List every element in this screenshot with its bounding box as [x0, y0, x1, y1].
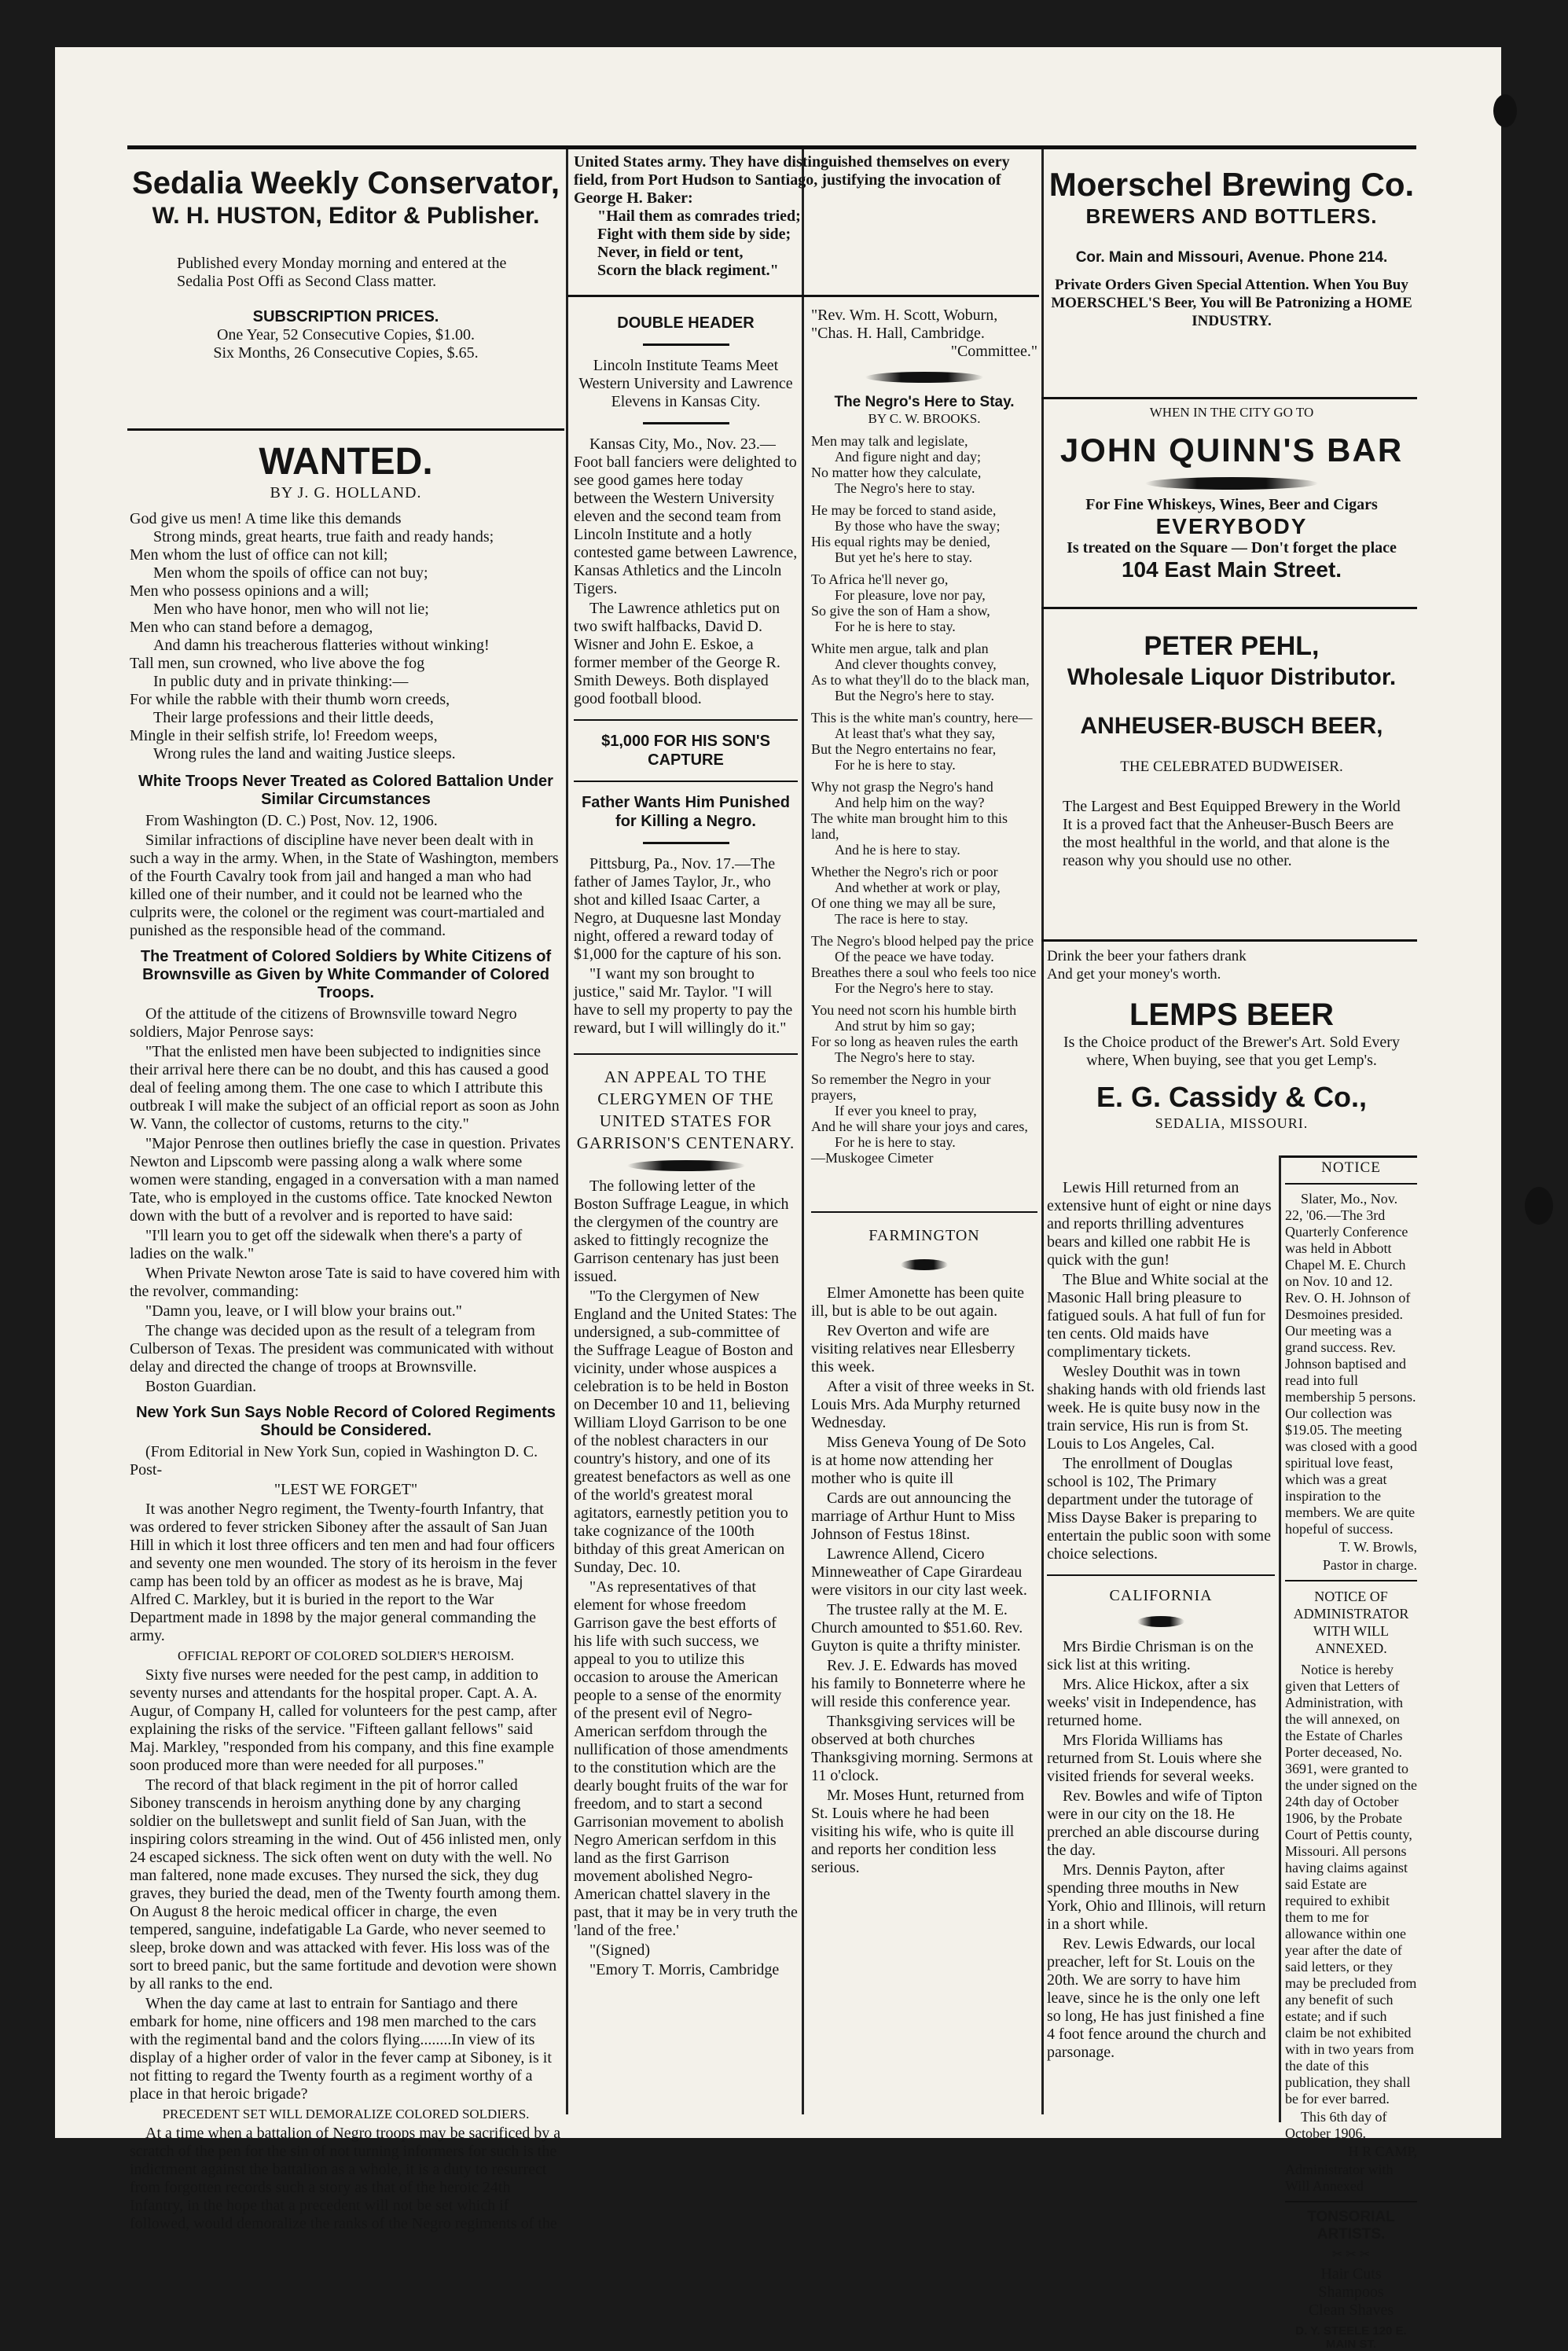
tonsorial-head: TONSORIAL ARTISTS.	[1307, 2209, 1395, 2243]
poem-line: And help him on the way?	[835, 795, 985, 810]
paragraph: Sixty five nurses were needed for the pest camp, in addition to seventy nurses and attendants for the hospital proper. Capt. A. A. Augur, of Company H, called for volunteers for the pest camp, after explaining the risks of the service. "Fifteen gallant fellows" said Maj. Markley, "responded from his company, and this fine example soon produced more than were needed for all purposes."	[130, 1666, 557, 1774]
column-rule-1	[566, 149, 568, 2114]
poem-line: But the Negro's here to stay.	[835, 688, 995, 703]
ny-sun-head: New York Sun Says Noble Record of Colored Regiments Should be Considered.	[136, 1404, 556, 1439]
wanted-title: WANTED.	[259, 441, 433, 483]
paragraph: The Lawrence athletics put on two swift halfbacks, David D. Wisner and John E. Eskoe, a former member of the George R. Smith Deweys. Both displayed good football blood.	[574, 600, 780, 707]
paragraph: "I'll learn you to get off the sidewalk when there's a party of ladies on the walk."	[130, 1227, 523, 1262]
quinn-rule	[1041, 607, 1417, 609]
pehl-name: PETER PEHL,	[1144, 631, 1320, 661]
signature: Pastor in charge.	[1322, 1557, 1417, 1573]
paragraph: When the day came at last to entrain for Santiago and there embark for home, nine officers and 198 men marched to the cars with the regimental band and the colors flying........In view of its display of a higher order of valor in the fever camp at Siboney, is it not fitting to regard the Twenty fourth as a regiment worthy of a place in that heroic brigade?	[130, 1995, 552, 2103]
paragraph: Lewis Hill returned from an extensive hunt of eight or nine days and reports thrilling adventures bears and killed one rabbit He is quick with the gun!	[1047, 1179, 1272, 1269]
ink-blot	[1493, 94, 1517, 127]
verse-line: Never, in field or tent,	[597, 244, 744, 261]
moerschel-name: Moerschel Brewing Co.	[1048, 166, 1415, 203]
paragraph: "I want my son brought to justice," said Mr. Taylor. "I will have to sell my property to pay the reward, but I will willingly do it."	[574, 965, 793, 1037]
ink-blot	[1525, 1187, 1553, 1225]
paragraph: (From Editorial in New York Sun, copied in Washington D. C. Post-	[130, 1443, 538, 1479]
ornament	[865, 372, 983, 383]
paragraph: Notice is hereby given that Letters of Administration, with the will annexed, on the Estate of Charles Porter deceased, No. 3691, were granted to the under signed on the 24th day of October 1906, by the Probate Court of Pettis county, Missouri. All persons having claims against said Estate are required to exhibit them to me for allowance within one year after the date of said letters, or they may be precluded from any benefit of such estate; and if such claim be not exhibited with in two years from the date of this publication, they shall be for ever barred.	[1285, 1662, 1417, 2107]
quinn-pre: WHEN IN THE CITY GO TO	[1149, 405, 1314, 420]
paragraph: "Damn you, leave, or I will blow your brains out."	[145, 1302, 462, 1320]
quinn-line-1: For Fine Whiskeys, Wines, Beer and Cigars	[1085, 496, 1378, 513]
subheading: OFFICIAL REPORT OF COLORED SOLDIER'S HEROISM.	[177, 1648, 515, 1663]
poem-line: Men whom the spoils of office can not buy;	[153, 564, 428, 582]
quinn-line-3: Is treated on the Square — Don't forget the place	[1067, 539, 1397, 557]
paragraph: When Private Newton arose Tate is said to have covered him with the revolver, commanding:	[130, 1265, 560, 1300]
paragraph: Of the attitude of the citizens of Brownsville toward Negro soldiers, Major Penrose says:	[130, 1005, 517, 1041]
pehl-rule	[1041, 939, 1417, 942]
poem-line: Of the peace we have today.	[835, 949, 994, 964]
paragraph: Mrs. Alice Hickox, after a six weeks' visit in Independence, has returned home.	[1047, 1676, 1257, 1729]
poem-line: Men may talk and legislate,	[811, 433, 968, 449]
column-rule-3	[1041, 149, 1044, 2114]
paragraph: "As representatives of that element for whose freedom Garrison gave the best efforts of his life with such success, we appeal to you to utilize this occasion to arouse the American people to a sense of the enormity of the present evil of Negro-American serfdom through the nullification of those amendments to the constitution which are the dearly bought fruits of the war for freedom, and to start a second Garrisonian movement to abolish Negro American serfdom in this land as the first Garrison movement abolished Negro-American chattel slavery in the past, that it may be in very truth the 'land of the free.'	[574, 1578, 798, 1939]
wanted-poem	[130, 510, 562, 763]
poem-line: And clever thoughts convey,	[835, 656, 997, 672]
poem-line: And damn his treacherous flatteries without winking!	[153, 637, 490, 654]
poem-line: For he is here to stay.	[835, 619, 956, 634]
poem-line: Why not grasp the Negro's hand	[811, 779, 993, 795]
treatment-text	[130, 1005, 562, 1396]
poem-line: The Negro's here to stay.	[835, 1049, 975, 1065]
paragraph: Wesley Douthit was in town shaking hands with old friends last week. He is quite busy now in the train service, His run is from St. Louis to Los Angeles, Cal.	[1047, 1363, 1266, 1453]
quinn-ad	[1047, 405, 1416, 601]
double-header-sub: Lincoln Institute Teams Meet Western University and Lawrence Elevens in Kansas City.	[578, 357, 793, 410]
farmington-head: FARMINGTON	[868, 1227, 980, 1244]
poem-line: —Muskogee Cimeter	[811, 1150, 934, 1166]
paragraph: Mrs. Dennis Payton, after spending three mouths in New York, Ohio and Illinois, will return in a short while.	[1047, 1861, 1266, 1933]
separator	[643, 422, 729, 424]
poem-line: But yet he's here to stay.	[835, 549, 973, 565]
poem-line: If ever you kneel to pray,	[835, 1103, 977, 1119]
poem-line: Tall men, sun crowned, who live above the fog	[130, 655, 425, 672]
paragraph: This 6th day of October 1906.	[1285, 2109, 1387, 2141]
paragraph: Miss Geneva Young of De Soto is at home now attending her mother who is quite ill	[811, 1434, 1026, 1487]
poem-line: He may be forced to stand aside,	[811, 502, 997, 518]
poem-line: Mingle in their selfish strife, lo! Freedom weeps,	[130, 727, 438, 744]
tonsorial-line-4: D. Y. STEELE 120 E. MAIN ST.	[1295, 2324, 1407, 2351]
column-rule-4	[1279, 1155, 1281, 2122]
paragraph: The change was decided upon as the result of a telegram from Culberson of Texas. The president was communicated with without delay and directed the change of troops at Brownsville.	[130, 1322, 554, 1376]
double-header-text	[574, 435, 798, 708]
cassidy-name: E. G. Cassidy & Co.,	[1096, 1081, 1368, 1113]
paragraph: It was another Negro regiment, the Twenty-fourth Infantry, that was ordered to fever stricken Siboney after the assault of San Juan Hill in which it lost three officers and ten men and had four officers and seventy one men wounded. The story of its heroism in the fever camp has been told by an officer as modest as he is brave, Maj Alfred C. Markley, but it is buried in the report to the War Department made in 1898 by the major general commanding the army.	[130, 1501, 557, 1644]
newspaper-page	[55, 47, 1501, 2351]
california-head: CALIFORNIA	[1109, 1587, 1213, 1604]
section-rule	[574, 781, 798, 782]
tonsorial-line-2: Shampoos	[1318, 2283, 1384, 2301]
treatment-head: The Treatment of Colored Soldiers by White Citizens of Brownsville as Given by White Commander of Colored Troops.	[140, 948, 552, 1001]
paragraph: "To the Clergymen of New England and the United States: The undersigned, a sub-committee of the Suffrage League of Boston and vicinity, under whose auspices a celebration is to be held in Boston on December 10 and 11, believing William Lloyd Garrison to be one of the noblest characters in our country's history, and one of its greatest benefactors as well as one of the world's greatest moral agitators, earnestly petition you to take cognizance of the 100th bithday of this great American on Sunday, Dec. 10.	[574, 1288, 797, 1576]
poem-line: The race is here to stay.	[835, 911, 968, 927]
poem-line: For he is here to stay.	[835, 1134, 956, 1150]
subscription-six-months: Six Months, 26 Consecutive Copies, $.65.	[213, 344, 479, 362]
poem-line: Their large professions and their little deeds,	[153, 709, 434, 726]
section-rule	[1285, 1183, 1417, 1185]
appeal-head: AN APPEAL TO THE CLERGYMEN OF THE UNITED STATES FOR GARRISON'S CENTENARY.	[576, 1067, 795, 1152]
poem-line: At least that's what they say,	[835, 726, 996, 741]
scissors-icon: ✂ ✂ ✂	[1331, 2248, 1371, 2261]
column-3-body	[811, 307, 1037, 1207]
masthead-bottom-rule	[127, 428, 564, 431]
separator	[643, 842, 729, 844]
poem-line: Men who possess opinions and a will;	[130, 582, 369, 600]
quinn-line-2: EVERYBODY	[1155, 514, 1308, 538]
stanza-gap	[811, 703, 1037, 710]
masthead	[130, 157, 562, 428]
cassidy-city: SEDALIA, MISSOURI.	[1155, 1115, 1309, 1131]
col2-top-rule	[567, 295, 1039, 297]
tonsorial-line-3: Clean Shaves	[1308, 2301, 1394, 2319]
poem-line: Wrong rules the land and waiting Justice sleeps.	[153, 745, 456, 762]
poem-line: For pleasure, love nor pay,	[835, 587, 986, 603]
signature: T. W. Browls,	[1338, 1539, 1417, 1555]
double-header-head: DOUBLE HEADER	[617, 314, 755, 332]
paragraph: Mr. Moses Hunt, returned from St. Louis where he had been visiting his wife, who is quite ill and reports her condition less serious.	[811, 1787, 1025, 1876]
poem-line: In public duty and in private thinking:—	[153, 673, 409, 690]
tonsorial-line-1: Hair Cuts	[1320, 2265, 1382, 2283]
lemps-name: LEMPS BEER	[1129, 997, 1335, 1032]
moerschel-sub: BREWERS AND BOTTLERS.	[1085, 204, 1378, 228]
verse-line: "Hail them as comrades tried;	[597, 208, 801, 225]
paragraph: The record of that black regiment in the pit of horror called Siboney transcends in heroism anything done by any charging soldier on the bulletswept and sunlit field of San Juan, with the inspiring colors streaming in the wind. Out of 456 inlisted men, only 24 escaped sickness. The sick often went on duty with the well. No man faltered, none made excuses. They nursed the sick, they dug graves, they buried the dead, men of the Twenty fourth among them. On August 8 the heroic medical officer in charge, the even tempered, sanguine, indefatigable La Garde, who never seemed to sleep, broke down and was attacked with fever. His loss was of the sort to breed panic, but the same fortitude and devotion were shown by all ranks to the end.	[130, 1776, 562, 1993]
paragraph: "Major Penrose then outlines briefly the case in question. Privates Newton and Lipscomb were passing along a walk where some women were standing, engaged in a conversation with a man named Tate, who is employed in the customs office. Tate knocked Newton down with the butt of a revolver and is reported to have said:	[130, 1135, 561, 1225]
stanza-gap	[811, 927, 1037, 933]
farmington-text-continued	[1047, 1179, 1275, 1563]
signature-line: "Chas. H. Hall, Cambridge.	[811, 325, 985, 342]
paragraph: Rev Overton and wife are visiting relatives near Ellesberry this week.	[811, 1322, 1015, 1376]
poem-line: For he is here to stay.	[835, 757, 956, 773]
white-troops-text	[130, 812, 562, 940]
verse-line: Fight with them side by side;	[597, 226, 791, 243]
committee-signatures	[811, 307, 1037, 361]
paragraph: The enrollment of Douglas school is 102, The Primary department under the tutorage of Miss Dayse Baker is preparing to entertain the public soon with some choice selections.	[1047, 1455, 1271, 1563]
stanza-gap	[811, 996, 1037, 1002]
moerschel-ad	[1047, 157, 1416, 393]
lemps-line-1: Drink the beer your fathers drank	[1047, 948, 1247, 964]
paragraph: "That the enlisted men have been subjected to indignities since their arrival here there can be no doubt, and this has caused a good deal of feeling among them. The one case to which I attribute this outbreak I will make the subject of an official report as soon as John W. Vann, the collector of customs, returns to the city."	[130, 1043, 560, 1133]
moerschel-address: Cor. Main and Missouri, Avenue. Phone 214.	[1075, 249, 1388, 266]
paragraph: After a visit of three weeks in St. Louis Mrs. Ada Murphy returned Wednesday.	[811, 1378, 1035, 1431]
ny-sun-text	[130, 1443, 562, 2233]
paragraph: The following letter of the Boston Suffrage League, in which the clergymen of the country are asked to fittingly recognize the Garrison centenary has just been issued.	[574, 1177, 789, 1285]
lemps-ad	[1047, 947, 1416, 1155]
paragraph: Slater, Mo., Nov. 22, '06.—The 3rd Quarterly Conference was held in Abbott Chapel M. E. Church on Nov. 10 and 12. Rev. O. H. Johnson of Desmoines presided. Our meeting was a grand success. Rev. Johnson baptised and read into full membership 5 persons. Our collection was $19.05. The meeting was closed with a good spiritual love feast, which was a great inspiration to the members. We are quite hopeful of success.	[1285, 1191, 1417, 1537]
reward-text	[574, 855, 798, 1038]
poem-line: And he will share your joys and cares,	[811, 1119, 1028, 1134]
farmington-col-b	[1047, 1179, 1275, 2130]
stanza-gap	[811, 565, 1037, 571]
masthead-editor: W. H. HUSTON, Editor & Publisher.	[152, 203, 540, 229]
paragraph: Similar infractions of discipline have never been dealt with in such a way in the army. When, in the State of Washington, members of the Fourth Cavalry took from jail and hanged a man who had killed one of their number, and it could not be learned who the culprits were, the colonel or the regiment was court-martialed and punished as the responsible head of the command.	[130, 832, 559, 939]
white-troops-head: White Troops Never Treated as Colored Battalion Under Similar Circumstances	[138, 773, 553, 808]
stanza-gap	[811, 496, 1037, 502]
signature-line: "Rev. Wm. H. Scott, Woburn,	[811, 307, 998, 324]
column-rule-2	[802, 149, 804, 2114]
column-2-body	[574, 307, 798, 2122]
poem-line: Whether the Negro's rich or poor	[811, 864, 998, 880]
column-1-body	[130, 440, 562, 2232]
section-rule	[1285, 2201, 1417, 2202]
poem-line: Men who can stand before a demagog,	[130, 619, 373, 636]
poem-line: For while the rabble with their thumb worn creeds,	[130, 691, 450, 708]
paragraph: The Blue and White social at the Masonic Hall bring pleasure to fatigued souls. A hat full of fun for ten cents. Old maids have complimentary tickets.	[1047, 1271, 1269, 1361]
col2-top-verse	[574, 208, 1037, 280]
paragraph: "Emory T. Morris, Cambridge	[589, 1961, 780, 1978]
poem-line: For the Negro's here to stay.	[835, 980, 994, 996]
subscription-year: One Year, 52 Consecutive Copies, $1.00.	[216, 326, 476, 343]
col2-top	[574, 153, 1037, 293]
stanza-gap	[811, 773, 1037, 779]
notice-text	[1285, 1191, 1417, 1574]
paragraph: "LEST WE FORGET"	[274, 1481, 418, 1498]
lemps-line-2: And get your money's worth.	[1047, 966, 1221, 983]
signature: Administrator with Will Annexed	[1285, 2162, 1394, 2194]
paragraph: Rev. J. E. Edwards has moved his family to Bonneterre where he will reside this conference year.	[811, 1657, 1026, 1710]
paragraph: Thanksgiving services will be observed at both churches Thanksgiving morning. Sermons at 11 o'clock.	[811, 1713, 1034, 1784]
paragraph: Rev. Lewis Edwards, our local preacher, left for St. Louis on the 20th. We are sorry to have him leave, since he is the only one left so long, He has just finished a fine 4 foot fence around the church and parsonage.	[1047, 1935, 1266, 2061]
poem-line: As to what they'll do to the black man,	[811, 672, 1030, 688]
poem-line: So give the son of Ham a show,	[811, 603, 990, 619]
paragraph: Boston Guardian.	[145, 1378, 257, 1395]
california-text	[1047, 1638, 1275, 2062]
poem-line: The Negro's blood helped pay the price	[811, 933, 1034, 949]
farmington-col-a	[811, 1207, 1037, 2126]
poem-line: Strong minds, great hearts, true faith and ready hands;	[153, 528, 494, 546]
admin-head: NOTICE OF ADMINISTRATOR WITH WILL ANNEXED.	[1293, 1589, 1409, 1656]
stanza-gap	[811, 858, 1037, 864]
col2-top-text: United States army. They have distinguished themselves on every field, from Port Hudson to Santiago, justifying the invocation of George H. Baker:	[574, 153, 1010, 207]
signature-line: "Committee."	[950, 343, 1037, 360]
pehl-sub: Wholesale Liquor Distributor.	[1067, 664, 1397, 690]
masthead-published: Published every Monday morning and entered at the Sedalia Post Offi as Second Class matter.	[177, 255, 507, 290]
budweiser-line: THE CELEBRATED BUDWEISER.	[1120, 759, 1343, 775]
signature: H R CAMP,	[1348, 2143, 1417, 2159]
anheuser-busch-name: ANHEUSER-BUSCH BEER,	[1080, 713, 1383, 739]
lemps-line-3: Is the Choice product of the Brewer's Art. Sold Every where, When buying, see that you get Lemp's.	[1063, 1034, 1400, 1069]
paragraph: Lawrence Allend, Cicero Minneweather of Cape Girardeau were visitors in our city last week.	[811, 1545, 1027, 1599]
ornament	[1137, 1616, 1184, 1627]
paragraph: Mrs Florida Williams has returned from St. Louis where she visited friends for several weeks.	[1047, 1732, 1262, 1785]
poem-line: White men argue, talk and plan	[811, 641, 989, 656]
pehl-ad	[1047, 617, 1416, 935]
quinn-line-4: 104 East Main Street.	[1121, 557, 1342, 582]
paragraph: Kansas City, Mo., Nov. 23.—Foot ball fanciers were delighted to see good games here today between the Western University eleven and the second team from Lincoln Institute and a hotly contested game between Lawrence, Kansas Athletics and the Lincoln Tigers.	[574, 435, 798, 597]
separator	[643, 343, 729, 346]
poem-line: To Africa he'll never go,	[811, 571, 949, 587]
poem-line: You need not scorn his humble birth	[811, 1002, 1017, 1018]
admin-text	[1285, 1662, 1417, 2195]
wanted-byline: BY J. G. HOLLAND.	[270, 484, 422, 501]
masthead-title: Sedalia Weekly Conservator,	[132, 166, 560, 200]
poem-line: And whether at work or play,	[835, 880, 1001, 895]
quinn-name: JOHN QUINN'S BAR	[1059, 432, 1404, 468]
section-rule	[574, 719, 798, 721]
poem-line: The white man brought him to this land,	[811, 810, 1008, 842]
stanza-gap	[811, 634, 1037, 641]
paragraph: At a time when a battalion of Negro troops may be sacrificed by a scratch of the pen for the sin of not turning informers for such is the indictment against the battalion as a whole, it is a duty to resurrect from forgotten records such a story as that of the heroic 24th Infantry, in the hope that a precedent will not be set which if followed, would demoralize the ranks of the Negro regiments of the	[130, 2125, 561, 2232]
appeal-text	[574, 1177, 798, 1979]
section-rule	[1285, 1580, 1417, 1581]
poem-line: Men whom the lust of office can not kill;	[130, 546, 388, 564]
paragraph: "(Signed)	[589, 1941, 651, 1959]
poem-line: But the Negro entertains no fear,	[811, 741, 997, 757]
negro-here-byline: BY C. W. BROOKS.	[868, 411, 981, 426]
subheading: PRECEDENT SET WILL DEMORALIZE COLORED SOLDIERS.	[162, 2107, 530, 2121]
poem-line: By those who have the sway;	[835, 518, 1001, 534]
moerschel-note: Private Orders Given Special Attention. When You Buy MOERSCHEL'S Beer, You will Be Patronizing a HOME INDUSTRY.	[1051, 277, 1412, 329]
paragraph: The trustee rally at the M. E. Church amounted to $51.60. Rev. Guyton is quite a thrifty minister.	[811, 1601, 1023, 1655]
paragraph: Elmer Amonette has been quite ill, but is able to be out again.	[811, 1284, 1025, 1320]
notice-rule	[1281, 1155, 1417, 1158]
section-rule	[574, 1053, 798, 1055]
moerschel-rule	[1041, 397, 1417, 399]
poem-line: God give us men! A time like this demands	[130, 510, 402, 527]
poem-line: This is the white man's country, here—	[811, 710, 1033, 726]
poem-line: Of one thing we may all be sure,	[811, 895, 996, 911]
poem-line: For so long as heaven rules the earth	[811, 1034, 1019, 1049]
subscription-heading: SUBSCRIPTION PRICES.	[252, 308, 439, 325]
verse-line: Scorn the black regiment."	[597, 262, 779, 279]
poem-line: No matter how they calculate,	[811, 465, 982, 480]
poem-line: The Negro's here to stay.	[835, 480, 975, 496]
negro-here-poem	[811, 433, 1037, 1166]
poem-line: Men who have honor, men who will not lie;	[153, 601, 429, 618]
pehl-text: The Largest and Best Equipped Brewery in the World It is a proved fact that the Anheuser-Busch Beers are the most healthful in the world, and that alone is the reason why you should use no other.	[1063, 798, 1401, 869]
paragraph: Mrs Birdie Chrisman is on the sick list at this writing.	[1047, 1638, 1254, 1673]
paragraph: Rev. Bowles and wife of Tipton were in our city on the 18. He prerched an able discourse during the day.	[1047, 1787, 1263, 1859]
poem-line: And he is here to stay.	[835, 842, 960, 858]
poem-line: Breathes there a soul who feels too nice	[811, 964, 1037, 980]
poem-line: And strut by him so gay;	[835, 1018, 975, 1034]
paragraph: From Washington (D. C.) Post, Nov. 12, 1906.	[145, 812, 438, 829]
paragraph: Cards are out announcing the marriage of Arthur Hunt to Miss Johnson of Festus 18inst.	[811, 1490, 1015, 1543]
ornament	[1145, 477, 1318, 490]
section-rule	[811, 1211, 1037, 1213]
reward-sub: Father Wants Him Punished for Killing a Negro.	[582, 794, 790, 830]
paragraph: Pittsburg, Pa., Nov. 17.—The father of James Taylor, Jr., who shot and killed Isaac Carter, a Negro, at Duquesne last Monday night, offered a reward today of $1,000 for the capture of his son.	[574, 855, 782, 963]
negro-here-head: The Negro's Here to Stay.	[834, 394, 1015, 410]
section-rule	[1047, 1574, 1275, 1576]
ornament	[901, 1259, 948, 1270]
poem-line: His equal rights may be denied,	[811, 534, 990, 549]
notices-column	[1285, 1159, 1417, 2351]
reward-head: $1,000 FOR HIS SON'S CAPTURE	[601, 733, 770, 769]
farmington-text	[811, 1284, 1037, 1877]
poem-line: And figure night and day;	[835, 449, 981, 465]
poem-line: So remember the Negro in your prayers,	[811, 1071, 991, 1103]
ornament	[627, 1160, 745, 1171]
notice-head: NOTICE	[1321, 1159, 1381, 1176]
stanza-gap	[811, 1065, 1037, 1071]
top-rule	[127, 145, 1416, 149]
